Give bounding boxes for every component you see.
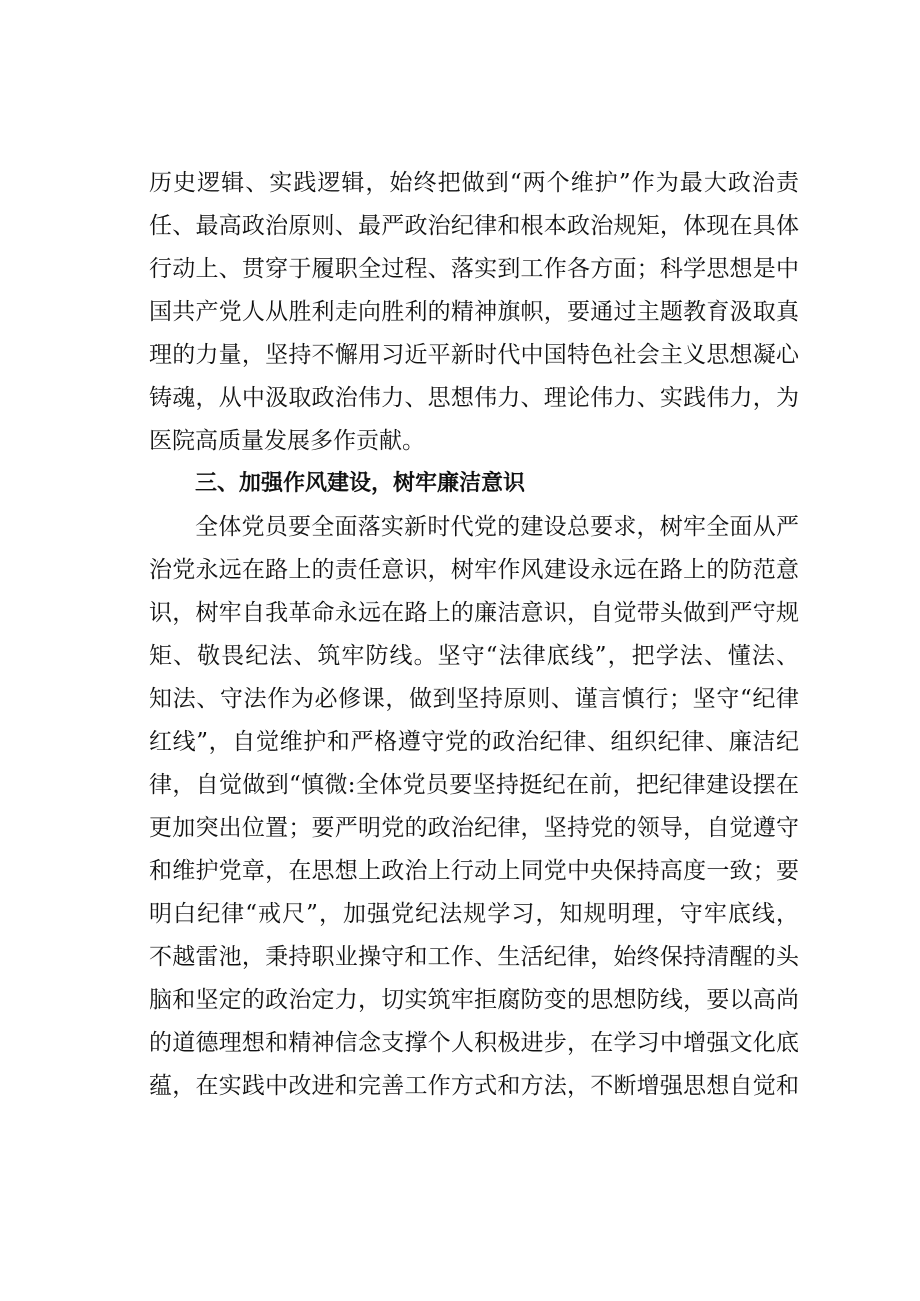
paragraph-2-line-10: 明白纪律“戒尺”，加强党纪法规学习，知规明理，守牢底线，: [149, 901, 799, 927]
paragraph-2-line-3: 识，树牢自我革命永远在路上的廉洁意识，自觉带头做到严守规: [149, 600, 799, 626]
paragraph-1-line-5: 理的力量，坚持不懈用习近平新时代中国特色社会主义思想凝心: [149, 342, 799, 368]
paragraph-1-line-3: 行动上、贯穿于履职全过程、落实到工作各方面；科学思想是中: [149, 256, 799, 282]
paragraph-2-line-11: 不越雷池，秉持职业操守和工作、生活纪律，始终保持清醒的头: [149, 944, 799, 970]
paragraph-2-line-1: 全体党员要全面落实新时代党的建设总要求，树牢全面从严: [195, 514, 799, 540]
paragraph-2-line-7: 律，自觉做到“慎微:全体党员要坚持挺纪在前，把纪律建设摆在: [149, 772, 799, 798]
paragraph-1-line-6: 铸魂，从中汲取政治伟力、思想伟力、理论伟力、实践伟力，为: [149, 385, 799, 411]
paragraph-1-line-7: 医院高质量发展多作贡献。: [149, 428, 425, 454]
section-heading: 三、加强作风建设，树牢廉洁意识: [195, 471, 526, 496]
paragraph-2-line-4: 矩、敬畏纪法、筑牢防线。坚守“法律底线”，把学法、懂法、: [149, 643, 799, 669]
paragraph-2-line-14: 蕴，在实践中改进和完善工作方式和方法，不断增强思想自觉和: [149, 1073, 799, 1099]
paragraph-1-line-2: 任、最高政治原则、最严政治纪律和根本政治规矩，体现在具体: [149, 213, 799, 239]
paragraph-2-line-13: 的道德理想和精神信念支撑个人积极进步，在学习中增强文化底: [149, 1030, 799, 1056]
paragraph-1-line-1: 历史逻辑、实践逻辑，始终把做到“两个维护”作为最大政治责: [149, 170, 799, 196]
paragraph-2-line-2: 治党永远在路上的责任意识，树牢作风建设永远在路上的防范意: [149, 557, 799, 583]
paragraph-2-line-8: 更加突出位置；要严明党的政治纪律，坚持党的领导，自觉遵守: [149, 815, 799, 841]
paragraph-2-line-5: 知法、守法作为必修课，做到坚持原则、谨言慎行；坚守“纪律: [149, 686, 799, 712]
paragraph-1-line-4: 国共产党人从胜利走向胜利的精神旗帜，要通过主题教育汲取真: [149, 299, 799, 325]
paragraph-2-line-12: 脑和坚定的政治定力，切实筑牢拒腐防变的思想防线，要以高尚: [149, 987, 799, 1013]
paragraph-2-line-6: 红线”，自觉维护和严格遵守党的政治纪律、组织纪律、廉洁纪: [149, 729, 799, 755]
paragraph-2-line-9: 和维护党章，在思想上政治上行动上同党中央保持高度一致；要: [149, 858, 799, 884]
